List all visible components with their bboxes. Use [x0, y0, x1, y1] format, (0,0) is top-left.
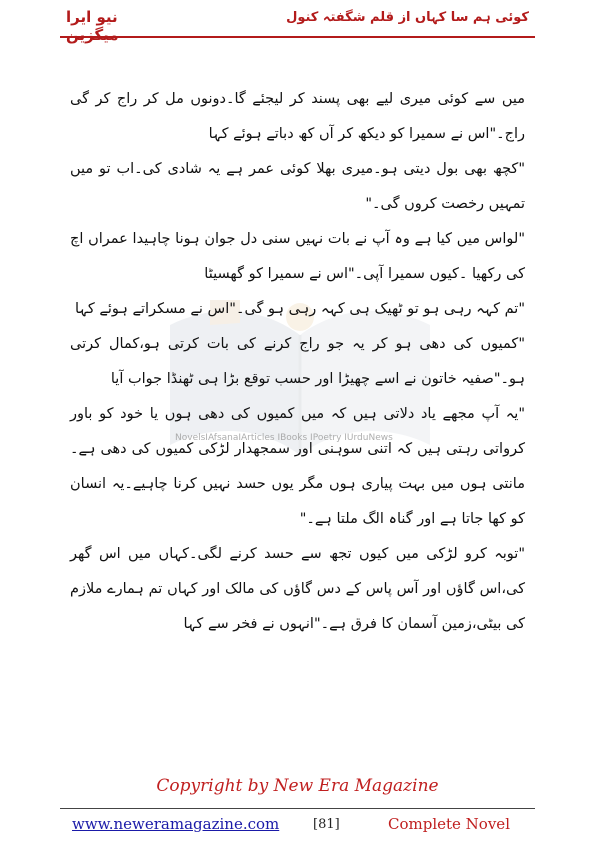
paragraph: "لواس میں کیا ہے وہ آپ نے بات نہیں سنی دل جوان ہونا چاہیدا عمراں اچ کی رکھیا ۔کیوں سمیرا آپی۔"اس نے سمیرا کو گھسیٹا — [70, 231, 525, 282]
page-number: [81] — [313, 817, 340, 832]
novel-body — [70, 82, 525, 642]
paragraph: "توبہ کرو لڑکی میں کیوں تجھ سے حسد کرنے لگی۔کہاں میں اس گھر کی،اس گاؤں اور آس پاس کے دس گاؤں کی مالک اور کہاں تم ہمارے ملازم کی بیٹی،زمین آسمان کا فرق ہے۔"انہوں نے فخر سے کہا — [70, 546, 525, 632]
header-divider — [60, 36, 535, 38]
footer-divider — [60, 808, 535, 809]
website-link[interactable]: www.neweramagazine.com — [72, 815, 280, 833]
magazine-name: نیو ایرا میگزین — [66, 8, 119, 44]
complete-novel-label: Complete Novel — [388, 815, 510, 833]
copyright-line: Copyright by New Era Magazine — [156, 776, 439, 796]
paragraph: "کمیوں کی دھی ہو کر یہ جو راج کرنے کی بات کرتی ہو،کمال کرتی ہو۔"صفیہ خاتون نے اسے چھیڑا اور حسب توقع بڑا ہی ٹھنڈا جواب آیا — [70, 336, 525, 387]
paragraph: "یہ آپ مجھے یاد دلاتی ہیں کہ میں کمیوں کی دھی ہوں یا خود کو باور کرواتی رہتی ہیں کہ اتنی سوہنی اور سمجھدار لڑکی کمیوں کی دھی ہے۔مانتی ہوں میں بہت پیاری ہوں مگر یوں حسد نہیں کرنا چاہیے۔یہ انسان کو کھا جاتا ہے اور گناہ الگ ملتا ہے۔" — [70, 406, 525, 527]
story-title-author: کوئی ہم سا کہاں از قلم شگفتہ کنول — [286, 10, 529, 25]
paragraph: "تم کہہ رہی ہو تو ٹھیک ہی کہہ رہی ہو گی۔"اس نے مسکراتے ہوئے کہا — [74, 301, 525, 317]
paragraph: "کچھ بھی بول دیتی ہو۔میری بھلا کوئی عمر ہے یہ شادی کی۔اب تو میں تمہیں رخصت کروں گی۔" — [70, 161, 525, 212]
paragraph: میں سے کوئی میری لیے بھی پسند کر لیجئے گا۔دونوں مل کر راج کر گی راج۔"اس نے سمیرا کو دیکھ کر آں کھ دباتے ہوئے کہا — [70, 91, 525, 142]
watermark-caption: NovelsIAfsanaIArticles IBooks IPoetry IUrduNews — [175, 433, 393, 443]
